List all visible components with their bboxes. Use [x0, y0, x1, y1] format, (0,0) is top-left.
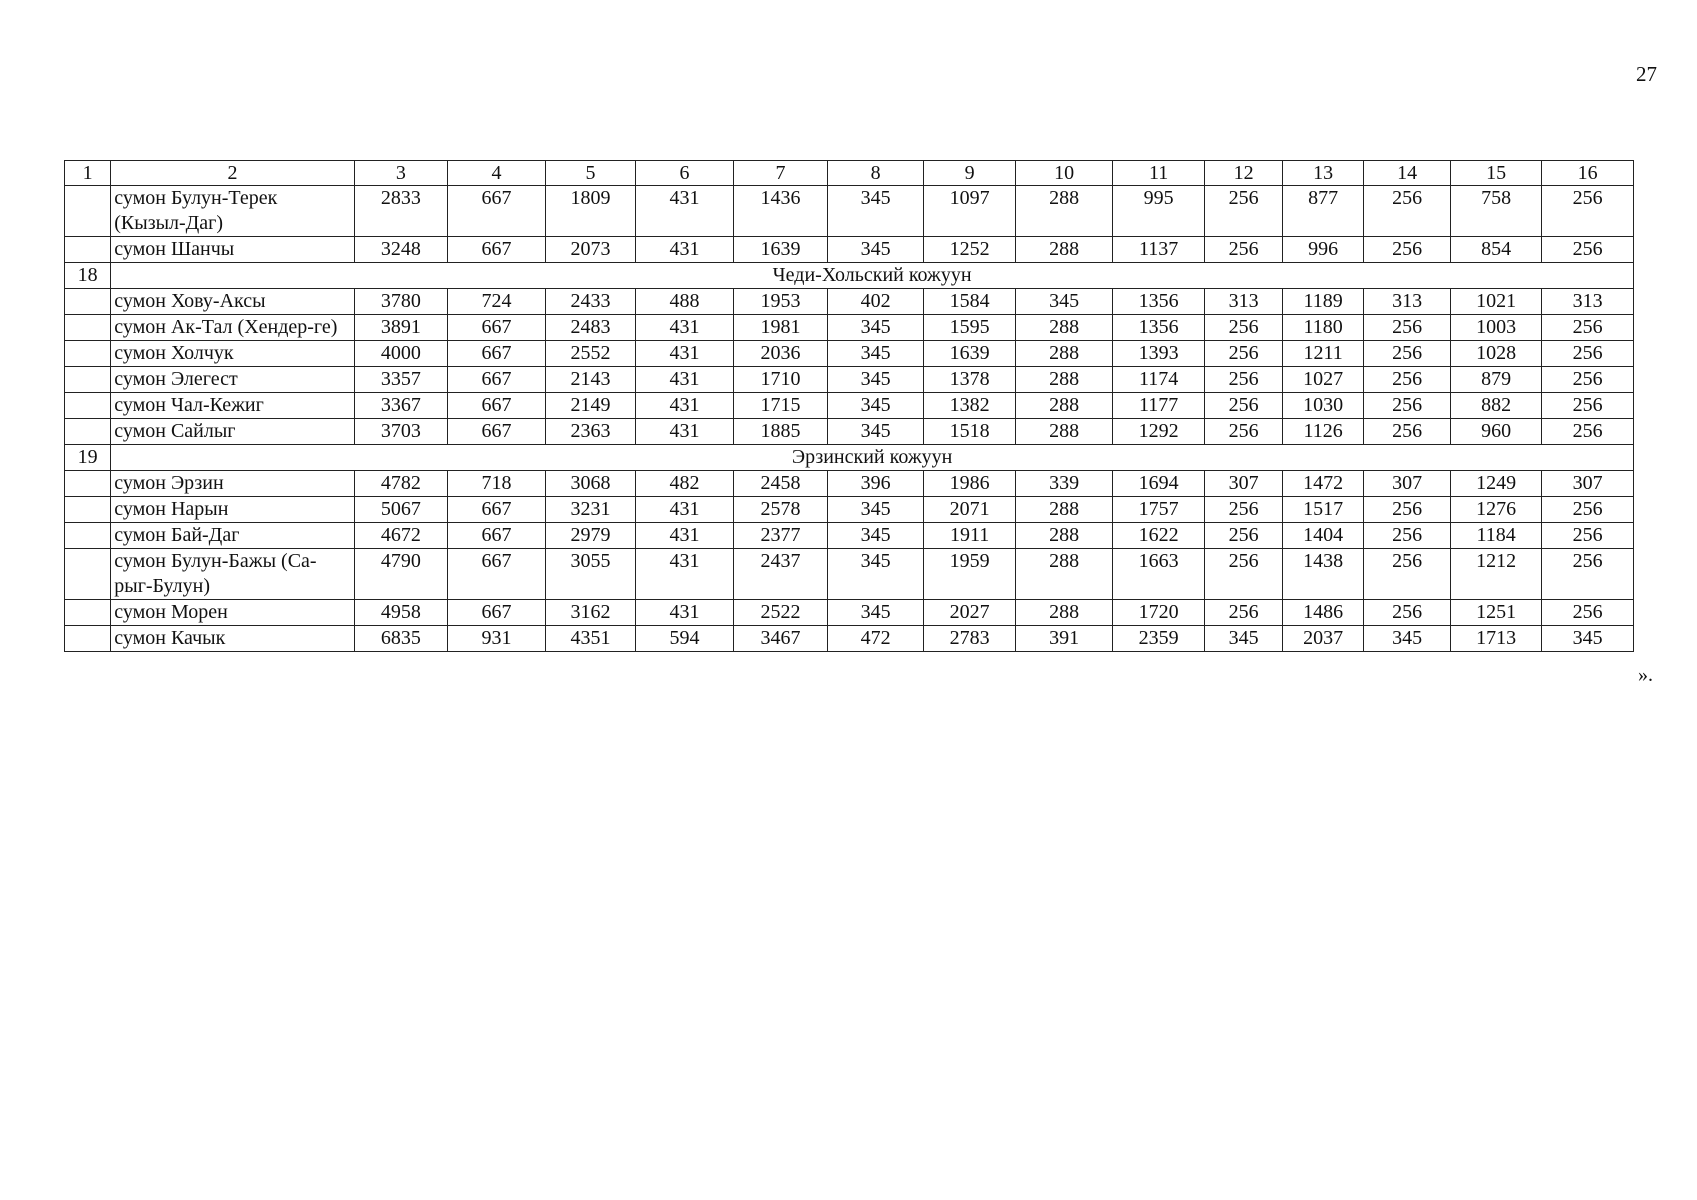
value-cell: 4958 [354, 600, 448, 626]
settlement-name-cell: сумон Хову-Аксы [111, 289, 354, 315]
value-cell: 2433 [545, 289, 636, 315]
value-cell: 1885 [733, 419, 828, 445]
row-index-cell [65, 237, 111, 263]
value-cell: 1378 [923, 367, 1016, 393]
value-cell: 1276 [1450, 497, 1542, 523]
value-cell: 1382 [923, 393, 1016, 419]
value-cell: 1911 [923, 523, 1016, 549]
value-cell: 1757 [1112, 497, 1205, 523]
value-cell: 2143 [545, 367, 636, 393]
table-row [65, 237, 1634, 263]
value-cell: 3467 [733, 626, 828, 652]
value-cell: 256 [1364, 497, 1450, 523]
table-row [65, 315, 1634, 341]
value-cell: 1212 [1450, 549, 1542, 600]
value-cell: 307 [1364, 471, 1450, 497]
column-number-cell: 10 [1016, 161, 1113, 186]
value-cell: 256 [1205, 549, 1282, 600]
section-title-cell: Эрзинский кожуун [111, 445, 1634, 471]
value-cell: 1137 [1112, 237, 1205, 263]
value-cell: 345 [828, 419, 924, 445]
value-cell: 1584 [923, 289, 1016, 315]
value-cell: 431 [636, 341, 734, 367]
table-row [65, 186, 1634, 237]
value-cell: 345 [1205, 626, 1282, 652]
column-number-cell: 14 [1364, 161, 1450, 186]
closing-quote: ». [1638, 664, 1653, 686]
table-row [65, 600, 1634, 626]
section-header-row [65, 445, 1634, 471]
settlement-name-cell: сумон Сайлыг [111, 419, 354, 445]
value-cell: 854 [1450, 237, 1542, 263]
value-cell: 345 [1542, 626, 1634, 652]
column-number-cell: 1 [65, 161, 111, 186]
tariff-table [64, 160, 1634, 652]
value-cell: 1809 [545, 186, 636, 237]
value-cell: 4782 [354, 471, 448, 497]
value-cell: 256 [1205, 237, 1282, 263]
row-index-cell [65, 315, 111, 341]
settlement-name-cell: сумон Чал-Кежиг [111, 393, 354, 419]
value-cell: 1177 [1112, 393, 1205, 419]
value-cell: 345 [828, 523, 924, 549]
value-cell: 2037 [1282, 626, 1363, 652]
value-cell: 345 [828, 549, 924, 600]
value-cell: 2071 [923, 497, 1016, 523]
value-cell: 2359 [1112, 626, 1205, 652]
value-cell: 288 [1016, 393, 1113, 419]
value-cell: 1393 [1112, 341, 1205, 367]
section-number-cell: 18 [65, 263, 111, 289]
value-cell: 256 [1542, 315, 1634, 341]
settlement-name-cell: сумон Морен [111, 600, 354, 626]
value-cell: 1986 [923, 471, 1016, 497]
value-cell: 667 [448, 497, 546, 523]
value-cell: 2833 [354, 186, 448, 237]
value-cell: 256 [1542, 341, 1634, 367]
value-cell: 1174 [1112, 367, 1205, 393]
value-cell: 2149 [545, 393, 636, 419]
settlement-name-cell: сумон Холчук [111, 341, 354, 367]
table-row [65, 626, 1634, 652]
value-cell: 256 [1542, 497, 1634, 523]
table-row [65, 419, 1634, 445]
column-number-cell: 7 [733, 161, 828, 186]
column-number-row [65, 161, 1634, 186]
value-cell: 2979 [545, 523, 636, 549]
value-cell: 288 [1016, 315, 1113, 341]
value-cell: 1356 [1112, 289, 1205, 315]
table-row [65, 341, 1634, 367]
value-cell: 1472 [1282, 471, 1363, 497]
value-cell: 256 [1364, 186, 1450, 237]
value-cell: 288 [1016, 497, 1113, 523]
value-cell: 1518 [923, 419, 1016, 445]
settlement-name-cell: сумон Эрзин [111, 471, 354, 497]
row-index-cell [65, 600, 111, 626]
value-cell: 345 [828, 497, 924, 523]
value-cell: 3780 [354, 289, 448, 315]
settlement-name-cell: сумон Ак-Тал (Хендер-ге) [111, 315, 354, 341]
row-index-cell [65, 367, 111, 393]
value-cell: 431 [636, 186, 734, 237]
value-cell: 488 [636, 289, 734, 315]
table-row [65, 523, 1634, 549]
value-cell: 288 [1016, 549, 1113, 600]
tariff-table-container [64, 160, 1634, 652]
value-cell: 667 [448, 600, 546, 626]
settlement-name-cell: сумон Нарын [111, 497, 354, 523]
value-cell: 345 [828, 341, 924, 367]
value-cell: 1097 [923, 186, 1016, 237]
value-cell: 3055 [545, 549, 636, 600]
value-cell: 288 [1016, 367, 1113, 393]
value-cell: 307 [1542, 471, 1634, 497]
value-cell: 256 [1542, 186, 1634, 237]
value-cell: 6835 [354, 626, 448, 652]
row-index-cell [65, 341, 111, 367]
value-cell: 256 [1205, 315, 1282, 341]
value-cell: 2458 [733, 471, 828, 497]
value-cell: 1953 [733, 289, 828, 315]
value-cell: 3248 [354, 237, 448, 263]
value-cell: 1517 [1282, 497, 1363, 523]
value-cell: 1028 [1450, 341, 1542, 367]
value-cell: 1438 [1282, 549, 1363, 600]
value-cell: 3357 [354, 367, 448, 393]
row-index-cell [65, 186, 111, 237]
page-number: 27 [1636, 62, 1657, 86]
value-cell: 2027 [923, 600, 1016, 626]
value-cell: 345 [1016, 289, 1113, 315]
value-cell: 431 [636, 523, 734, 549]
value-cell: 1356 [1112, 315, 1205, 341]
value-cell: 1595 [923, 315, 1016, 341]
value-cell: 256 [1542, 419, 1634, 445]
value-cell: 256 [1542, 237, 1634, 263]
value-cell: 256 [1364, 549, 1450, 600]
value-cell: 2552 [545, 341, 636, 367]
value-cell: 313 [1205, 289, 1282, 315]
value-cell: 288 [1016, 186, 1113, 237]
settlement-name-cell: сумон Шанчы [111, 237, 354, 263]
value-cell: 288 [1016, 523, 1113, 549]
value-cell: 2073 [545, 237, 636, 263]
value-cell: 288 [1016, 237, 1113, 263]
table-row [65, 549, 1634, 600]
value-cell: 879 [1450, 367, 1542, 393]
value-cell: 256 [1364, 315, 1450, 341]
value-cell: 431 [636, 600, 734, 626]
value-cell: 1713 [1450, 626, 1542, 652]
value-cell: 2783 [923, 626, 1016, 652]
value-cell: 667 [448, 315, 546, 341]
settlement-name-cell: сумон Булун-Терек (Кызыл-Даг) [111, 186, 354, 237]
value-cell: 996 [1282, 237, 1363, 263]
value-cell: 3162 [545, 600, 636, 626]
value-cell: 667 [448, 367, 546, 393]
value-cell: 256 [1364, 600, 1450, 626]
value-cell: 3891 [354, 315, 448, 341]
value-cell: 4351 [545, 626, 636, 652]
value-cell: 431 [636, 315, 734, 341]
section-number-cell: 19 [65, 445, 111, 471]
value-cell: 339 [1016, 471, 1113, 497]
value-cell: 431 [636, 393, 734, 419]
value-cell: 667 [448, 549, 546, 600]
value-cell: 288 [1016, 419, 1113, 445]
value-cell: 758 [1450, 186, 1542, 237]
column-number-cell: 6 [636, 161, 734, 186]
value-cell: 256 [1205, 367, 1282, 393]
column-number-cell: 9 [923, 161, 1016, 186]
row-index-cell [65, 419, 111, 445]
row-index-cell [65, 549, 111, 600]
value-cell: 1211 [1282, 341, 1363, 367]
value-cell: 256 [1542, 367, 1634, 393]
value-cell: 1189 [1282, 289, 1363, 315]
value-cell: 307 [1205, 471, 1282, 497]
value-cell: 1021 [1450, 289, 1542, 315]
value-cell: 345 [828, 600, 924, 626]
column-number-cell: 4 [448, 161, 546, 186]
value-cell: 256 [1205, 523, 1282, 549]
row-index-cell [65, 471, 111, 497]
value-cell: 3703 [354, 419, 448, 445]
value-cell: 256 [1205, 497, 1282, 523]
value-cell: 4790 [354, 549, 448, 600]
value-cell: 1639 [733, 237, 828, 263]
row-index-cell [65, 497, 111, 523]
value-cell: 1027 [1282, 367, 1363, 393]
value-cell: 472 [828, 626, 924, 652]
value-cell: 1126 [1282, 419, 1363, 445]
value-cell: 482 [636, 471, 734, 497]
value-cell: 1030 [1282, 393, 1363, 419]
value-cell: 960 [1450, 419, 1542, 445]
value-cell: 667 [448, 341, 546, 367]
column-number-cell: 13 [1282, 161, 1363, 186]
value-cell: 1663 [1112, 549, 1205, 600]
value-cell: 1694 [1112, 471, 1205, 497]
value-cell: 431 [636, 419, 734, 445]
row-index-cell [65, 626, 111, 652]
table-row [65, 497, 1634, 523]
value-cell: 882 [1450, 393, 1542, 419]
row-index-cell [65, 393, 111, 419]
value-cell: 345 [1364, 626, 1450, 652]
value-cell: 1251 [1450, 600, 1542, 626]
value-cell: 2578 [733, 497, 828, 523]
value-cell: 3068 [545, 471, 636, 497]
value-cell: 667 [448, 523, 546, 549]
column-number-cell: 8 [828, 161, 924, 186]
value-cell: 256 [1364, 523, 1450, 549]
value-cell: 256 [1364, 393, 1450, 419]
value-cell: 4672 [354, 523, 448, 549]
value-cell: 2377 [733, 523, 828, 549]
row-index-cell [65, 523, 111, 549]
settlement-name-cell: сумон Качык [111, 626, 354, 652]
value-cell: 1003 [1450, 315, 1542, 341]
column-number-cell: 2 [111, 161, 354, 186]
table-row [65, 289, 1634, 315]
settlement-name-cell: сумон Элегест [111, 367, 354, 393]
value-cell: 1486 [1282, 600, 1363, 626]
value-cell: 1639 [923, 341, 1016, 367]
value-cell: 1292 [1112, 419, 1205, 445]
row-index-cell [65, 289, 111, 315]
value-cell: 2036 [733, 341, 828, 367]
value-cell: 1959 [923, 549, 1016, 600]
table-row [65, 367, 1634, 393]
value-cell: 402 [828, 289, 924, 315]
value-cell: 288 [1016, 341, 1113, 367]
value-cell: 256 [1205, 341, 1282, 367]
value-cell: 256 [1364, 419, 1450, 445]
settlement-name-cell: сумон Бай-Даг [111, 523, 354, 549]
value-cell: 1436 [733, 186, 828, 237]
value-cell: 256 [1542, 549, 1634, 600]
value-cell: 313 [1364, 289, 1450, 315]
value-cell: 1981 [733, 315, 828, 341]
value-cell: 2483 [545, 315, 636, 341]
value-cell: 256 [1205, 419, 1282, 445]
value-cell: 345 [828, 186, 924, 237]
value-cell: 2437 [733, 549, 828, 600]
value-cell: 391 [1016, 626, 1113, 652]
value-cell: 1404 [1282, 523, 1363, 549]
table-row [65, 471, 1634, 497]
value-cell: 256 [1542, 523, 1634, 549]
column-number-cell: 15 [1450, 161, 1542, 186]
value-cell: 2522 [733, 600, 828, 626]
value-cell: 718 [448, 471, 546, 497]
value-cell: 256 [1364, 367, 1450, 393]
value-cell: 1180 [1282, 315, 1363, 341]
value-cell: 256 [1542, 393, 1634, 419]
value-cell: 667 [448, 237, 546, 263]
value-cell: 431 [636, 549, 734, 600]
value-cell: 931 [448, 626, 546, 652]
value-cell: 667 [448, 393, 546, 419]
value-cell: 1710 [733, 367, 828, 393]
value-cell: 877 [1282, 186, 1363, 237]
column-number-cell: 3 [354, 161, 448, 186]
value-cell: 256 [1205, 600, 1282, 626]
value-cell: 724 [448, 289, 546, 315]
value-cell: 256 [1364, 341, 1450, 367]
column-number-cell: 11 [1112, 161, 1205, 186]
value-cell: 1715 [733, 393, 828, 419]
value-cell: 288 [1016, 600, 1113, 626]
table-row [65, 393, 1634, 419]
value-cell: 256 [1205, 393, 1282, 419]
value-cell: 5067 [354, 497, 448, 523]
value-cell: 667 [448, 419, 546, 445]
value-cell: 345 [828, 315, 924, 341]
value-cell: 1720 [1112, 600, 1205, 626]
value-cell: 3367 [354, 393, 448, 419]
value-cell: 1622 [1112, 523, 1205, 549]
value-cell: 995 [1112, 186, 1205, 237]
value-cell: 345 [828, 237, 924, 263]
column-number-cell: 5 [545, 161, 636, 186]
value-cell: 1184 [1450, 523, 1542, 549]
value-cell: 2363 [545, 419, 636, 445]
value-cell: 396 [828, 471, 924, 497]
column-number-cell: 16 [1542, 161, 1634, 186]
section-header-row [65, 263, 1634, 289]
value-cell: 594 [636, 626, 734, 652]
settlement-name-cell: сумон Булун-Бажы (Са-рыг-Булун) [111, 549, 354, 600]
column-number-cell: 12 [1205, 161, 1282, 186]
value-cell: 256 [1542, 600, 1634, 626]
value-cell: 313 [1542, 289, 1634, 315]
value-cell: 667 [448, 186, 546, 237]
value-cell: 431 [636, 237, 734, 263]
value-cell: 431 [636, 367, 734, 393]
value-cell: 345 [828, 367, 924, 393]
value-cell: 431 [636, 497, 734, 523]
value-cell: 1249 [1450, 471, 1542, 497]
value-cell: 4000 [354, 341, 448, 367]
value-cell: 3231 [545, 497, 636, 523]
value-cell: 256 [1364, 237, 1450, 263]
value-cell: 1252 [923, 237, 1016, 263]
value-cell: 345 [828, 393, 924, 419]
section-title-cell: Чеди-Хольский кожуун [111, 263, 1634, 289]
value-cell: 256 [1205, 186, 1282, 237]
